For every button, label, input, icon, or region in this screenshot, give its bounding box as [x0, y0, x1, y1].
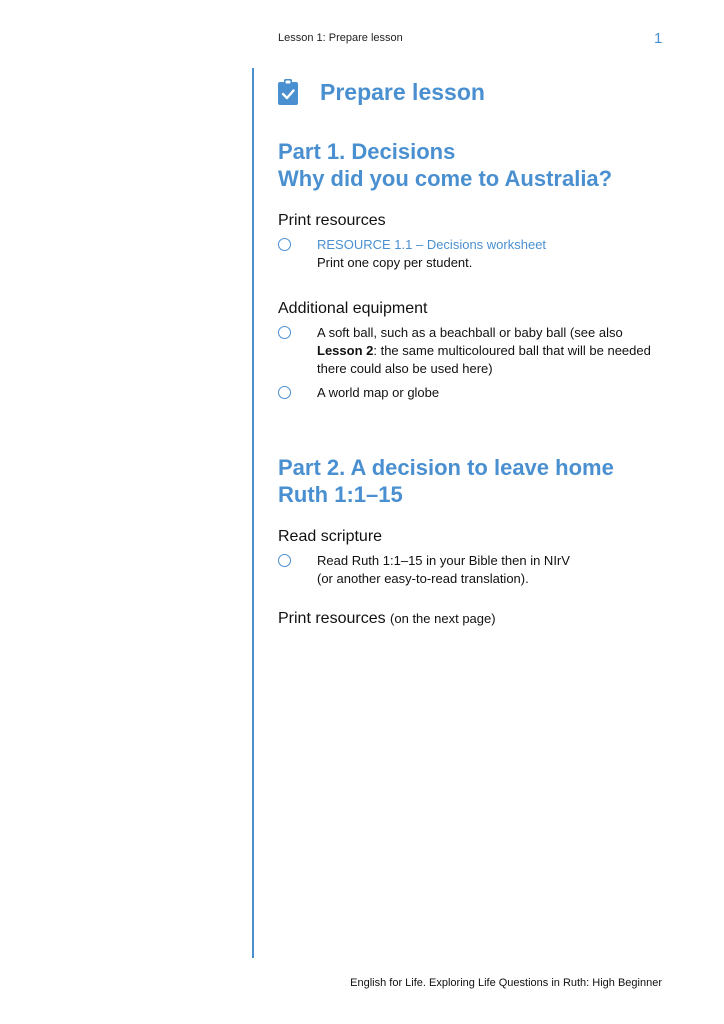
lesson-content [278, 76, 678, 628]
print-note: (on the next page) [390, 611, 496, 626]
part2-title-line2: Ruth 1:1–15 [278, 482, 403, 507]
part2-title-line1: Part 2. A decision to leave home [278, 455, 614, 480]
equipment-ball-text: A soft ball, such as a beachball or baby ball (see also Lesson 2: the same multicoloured ball that will be needed there could also be used here) [317, 325, 651, 376]
resource-item[interactable] [278, 236, 678, 272]
part2-print-heading: Print resources (on the next page) [278, 610, 496, 627]
resource-link[interactable]: RESOURCE 1.1 – Decisions worksheet [317, 237, 547, 252]
read-item[interactable] [278, 552, 678, 588]
page-number: 1 [654, 30, 663, 47]
part1-title-line2: Why did you come to Australia? [278, 166, 613, 191]
checkbox-circle-icon[interactable] [278, 238, 291, 251]
part2-title [278, 454, 678, 508]
part1-print-heading: Print resources [278, 212, 386, 229]
running-head: Lesson 1: Prepare lesson [278, 32, 403, 44]
prepare-title: Prepare lesson [320, 78, 485, 105]
clipboard-check-icon [278, 79, 298, 105]
resource-description: Print one copy per student. [317, 255, 473, 270]
prepare-heading [278, 76, 678, 108]
part1-title [278, 138, 678, 192]
checkbox-circle-icon[interactable] [278, 554, 291, 567]
checkbox-circle-icon[interactable] [278, 326, 291, 339]
footer-text: English for Life. Exploring Life Questions in Ruth: High Beginner [350, 977, 662, 989]
equipment-item[interactable] [278, 324, 678, 378]
read-line-1: Read Ruth 1:1–15 in your Bible then in NIrV [317, 553, 570, 568]
equipment-map-text: A world map or globe [317, 385, 440, 400]
lesson-2-reference: Lesson 2 [317, 343, 374, 358]
part1-title-line1: Part 1. Decisions [278, 139, 456, 164]
checkbox-circle-icon[interactable] [278, 386, 291, 399]
margin-rule [252, 68, 254, 958]
read-scripture-heading: Read scripture [278, 528, 383, 545]
read-line-2: (or another easy-to-read translation). [317, 571, 529, 586]
equipment-heading: Additional equipment [278, 300, 428, 317]
equipment-item[interactable] [278, 384, 678, 402]
